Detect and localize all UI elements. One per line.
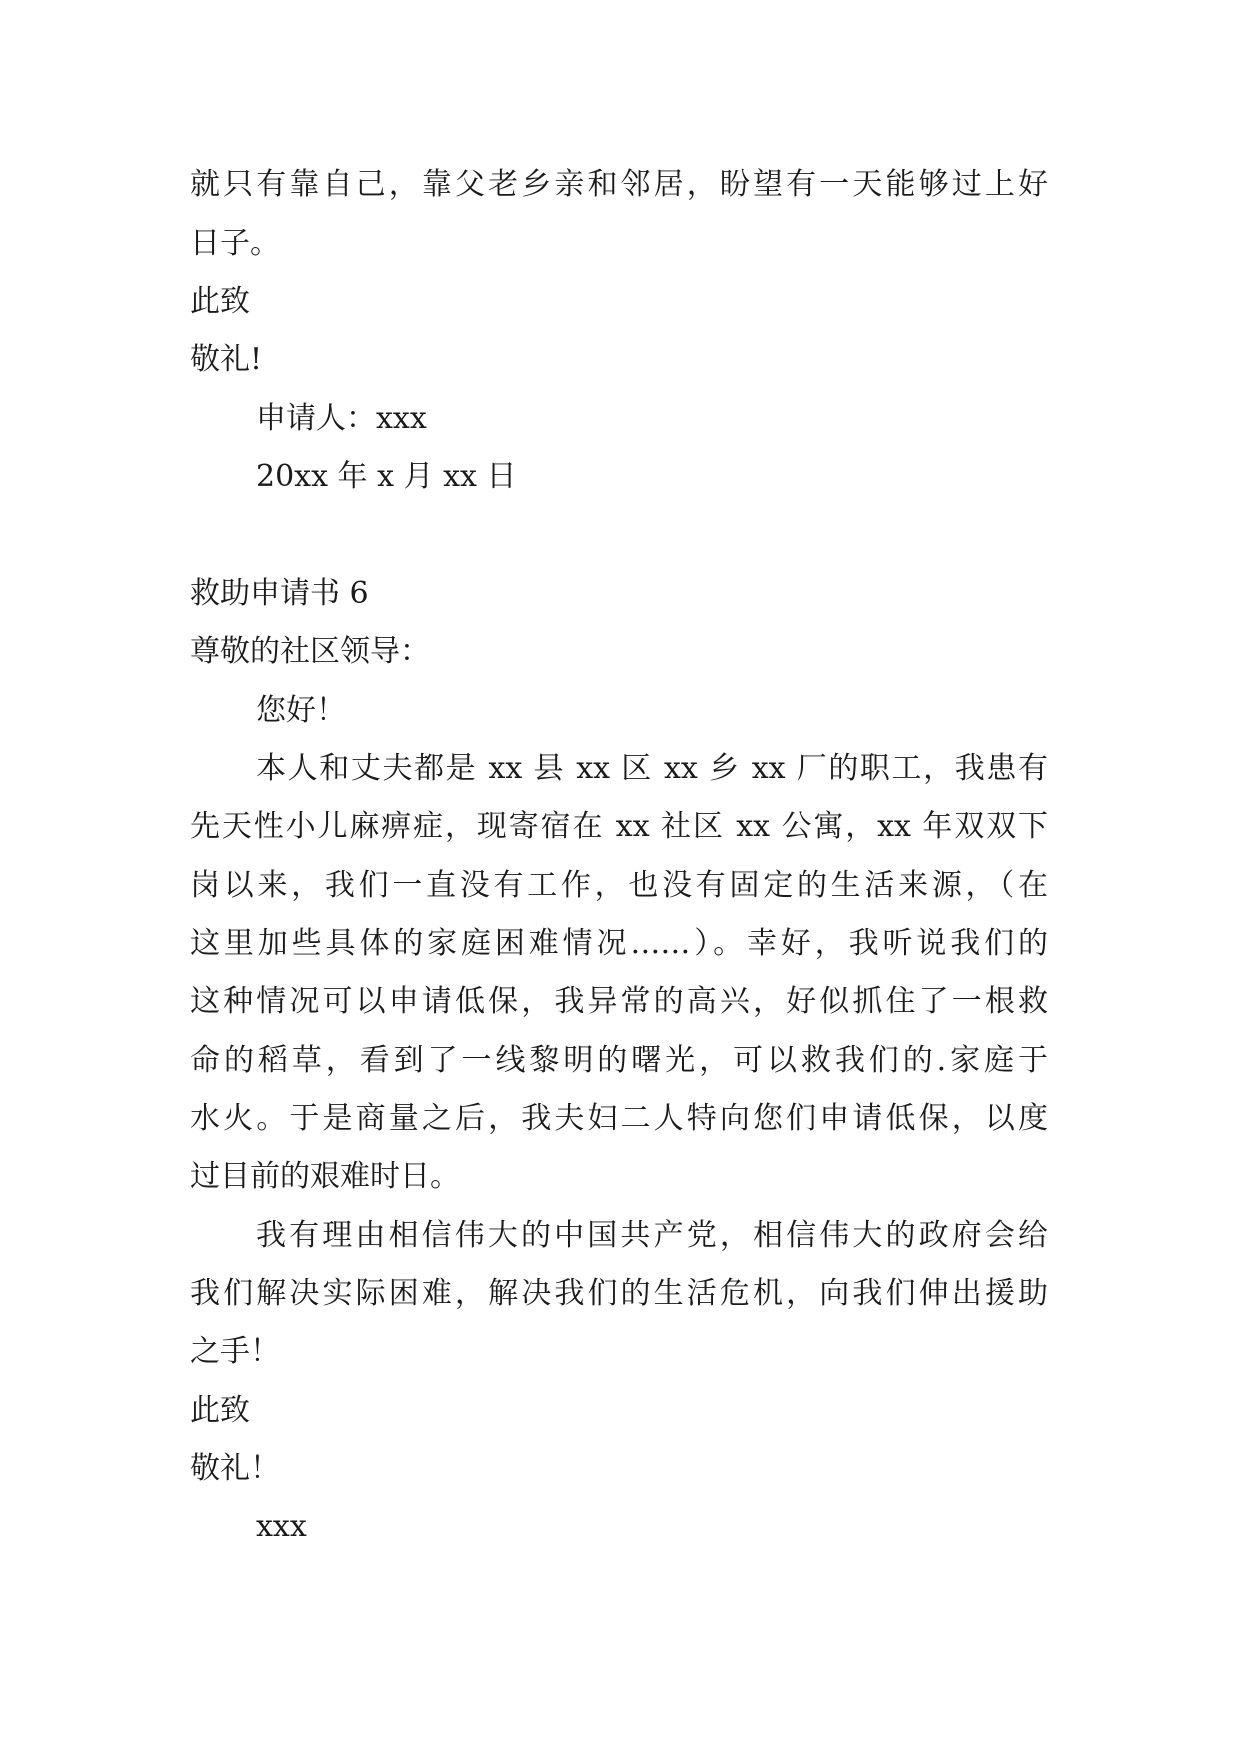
closing-regards: 敬礼！	[190, 1451, 280, 1486]
paragraph-line: 过目前的艰难时日。	[190, 1159, 460, 1194]
closing-salutation: 此致	[190, 284, 250, 319]
paragraph-line: 先天性小儿麻痹症，现寄宿在 xx 社区 xx 公寓，xx 年双双下	[190, 809, 1048, 844]
applicant-signature: 申请人：xxx	[256, 401, 427, 436]
applicant-signature: xxx	[256, 1509, 307, 1544]
letter-addressee: 尊敬的社区领导：	[190, 634, 430, 669]
paragraph-line: 就只有靠自己，靠父老乡亲和邻居，盼望有一天能够过上好	[190, 167, 1048, 202]
section-title: 救助申请书 6	[190, 576, 369, 611]
paragraph-line: 我有理由相信伟大的中国共产党，相信伟大的政府会给	[256, 1218, 1048, 1253]
closing-regards: 敬礼!	[190, 342, 263, 377]
letter-greeting: 您好！	[256, 693, 346, 728]
paragraph-line: 我们解决实际困难，解决我们的生活危机，向我们伸出援助	[190, 1276, 1048, 1311]
closing-salutation: 此致	[190, 1393, 250, 1428]
paragraph-line: 本人和丈夫都是 xx 县 xx 区 xx 乡 xx 厂的职工，我患有	[256, 751, 1048, 786]
signature-date: 20xx 年 x 月 xx 日	[256, 459, 517, 494]
paragraph-line: 这种情况可以申请低保，我异常的高兴，好似抓住了一根救	[190, 984, 1048, 1019]
paragraph-line: 水火。于是商量之后，我夫妇二人特向您们申请低保，以度	[190, 1101, 1048, 1136]
paragraph-line: 这里加些具体的家庭困难情况……）。幸好，我听说我们的	[190, 926, 1048, 961]
paragraph-line: 之手！	[190, 1334, 280, 1369]
paragraph-line: 命的稻草，看到了一线黎明的曙光，可以救我们的.家庭于	[190, 1043, 1048, 1078]
paragraph-line: 岗以来，我们一直没有工作，也没有固定的生活来源，（在	[190, 868, 1048, 903]
paragraph-line: 日子。	[190, 226, 280, 261]
